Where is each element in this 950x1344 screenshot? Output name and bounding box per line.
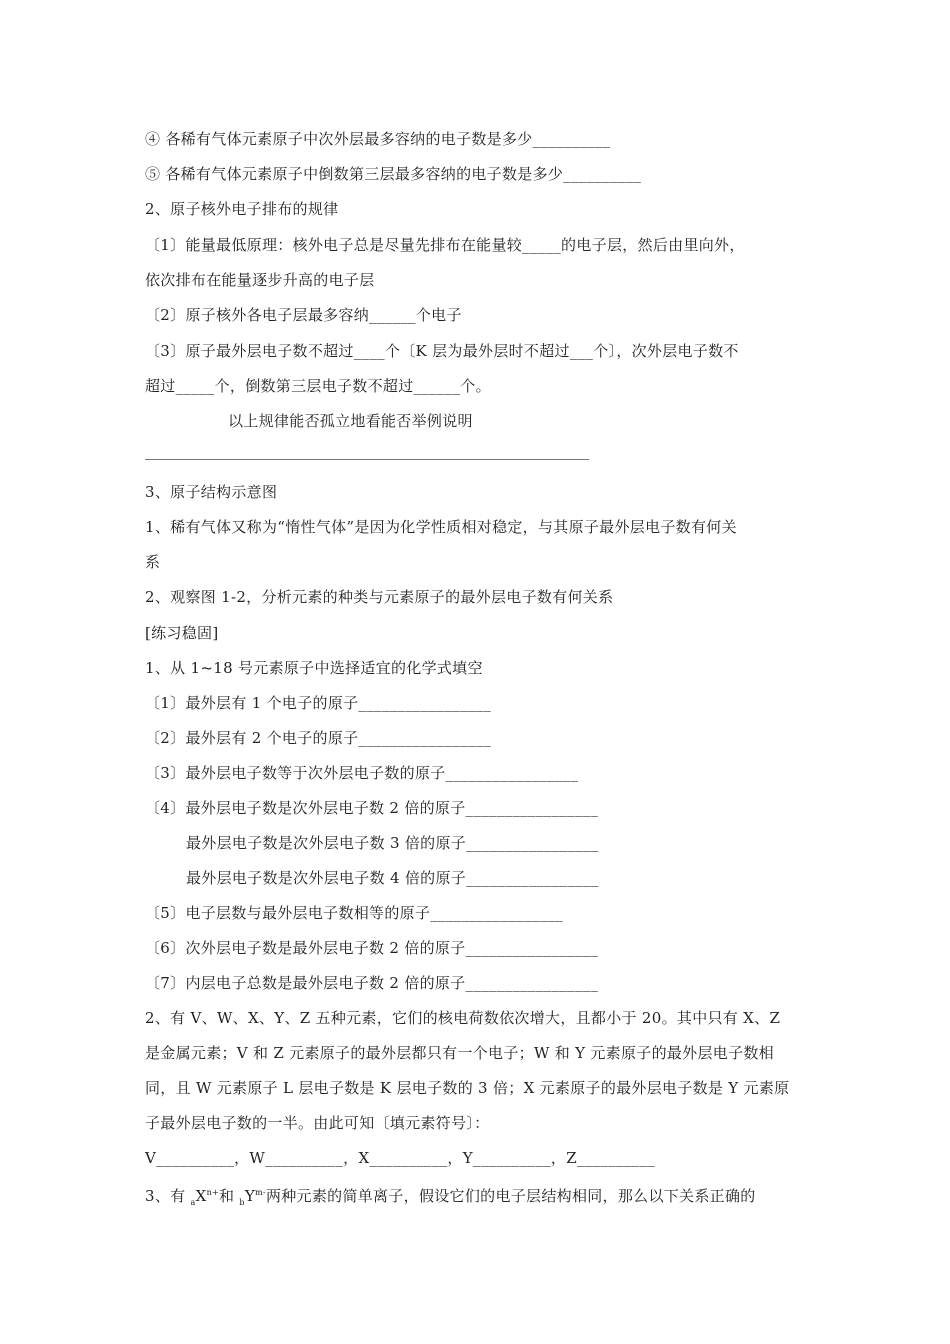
practice-heading: [练习稳固] [145,624,219,642]
practice-1-item-6: 〔6〕次外层电子数是最外层电子数 2 倍的原子_________________ [145,939,599,957]
question-figure: 2、观察图 1-2，分析元素的种类与元素原子的最外层电子数有何关系 [145,588,614,606]
prompt-suffix: 两种元素的简单离子，假设它们的电子层结构相同，那么以下关系正确的 [265,1187,756,1205]
practice-2-line-d: 子最外层电子数的一半。由此可知〔填元素符号〕： [145,1114,490,1132]
prompt-prefix: 3、有 [145,1187,191,1205]
practice-1-item-7: 〔7〕内层电子总数是最外层电子数 2 倍的原子_________________ [145,974,599,992]
superscript-m: m- [255,1188,266,1197]
superscript-n: n+ [206,1188,220,1197]
practice-1-prompt: 1、从 1~18 号元素原子中选择适宜的化学式填空 [145,659,483,677]
practice-1-item-4: 〔4〕最外层电子数是次外层电子数 2 倍的原子_________________ [145,799,599,817]
question-noble-gas-a: 1、稀有气体又称为“惰性气体”是因为化学性质相对稳定，与其原子最外层电子数有何关 [145,518,737,536]
rule-2: 〔2〕原子核外各电子层最多容纳______个电子 [145,306,462,324]
subscript-a: a [190,1198,196,1207]
question-noble-gas-b: 系 [145,553,161,571]
practice-2-answers: V__________，W__________，X__________，Y__________，Z__________ [145,1149,655,1167]
prompt-mid: 和 [219,1187,240,1205]
rule-1-line-a: 〔1〕能量最低原理：核外电子总是尽量先排布在能量较_____的电子层，然后由里向外， [145,236,745,254]
ion-y: Y [244,1187,256,1205]
rule-1-line-b: 依次排布在能量逐步升高的电子层 [145,271,375,289]
rule-3-line-b: 超过_____个，倒数第三层电子数不超过______个。 [145,377,491,395]
subscript-b: b [239,1198,245,1207]
practice-2-line-a: 2、有 V、W、X、Y、Z 五种元素，它们的核电荷数依次增大，且都小于 20。其中只有 X、Z [145,1009,781,1027]
rules-question: 以上规律能否孤立地看能否举例说明 [228,412,473,430]
ion-x: X [195,1187,207,1205]
section-heading-rules: 2、原子核外电子排布的规律 [145,200,339,218]
question-line-4: ④ 各稀有气体元素原子中次外层最多容纳的电子数是多少__________ [145,130,611,148]
rule-3-line-a: 〔3〕原子最外层电子数不超过____个〔K 层为最外层时不超过___个〕，次外层电子数不 [145,342,739,360]
answer-line [145,459,589,460]
practice-1-item-1: 〔1〕最外层有 1 个电子的原子_________________ [145,694,492,712]
practice-2-line-c: 同，且 W 元素原子 L 层电子数是 K 层电子数的 3 倍；X 元素原子的最外层电子数是 Y 元素原 [145,1079,790,1097]
practice-1-item-3: 〔3〕最外层电子数等于次外层电子数的原子_________________ [145,764,579,782]
practice-1-item-2: 〔2〕最外层有 2 个电子的原子_________________ [145,729,492,747]
question-line-5: ⑤ 各稀有气体元素原子中倒数第三层最多容纳的电子数是多少__________ [145,165,642,183]
section-heading-diagram: 3、原子结构示意图 [145,483,278,501]
practice-1-item-4b: 最外层电子数是次外层电子数 3 倍的原子_________________ [186,834,599,852]
practice-2-line-b: 是金属元素；V 和 Z 元素原子的最外层都只有一个电子；W 和 Y 元素原子的最外层电子数相 [145,1044,774,1062]
practice-3-prompt [145,1183,756,1213]
practice-1-item-4c: 最外层电子数是次外层电子数 4 倍的原子_________________ [186,869,599,887]
practice-1-item-5: 〔5〕电子层数与最外层电子数相等的原子_________________ [145,904,563,922]
